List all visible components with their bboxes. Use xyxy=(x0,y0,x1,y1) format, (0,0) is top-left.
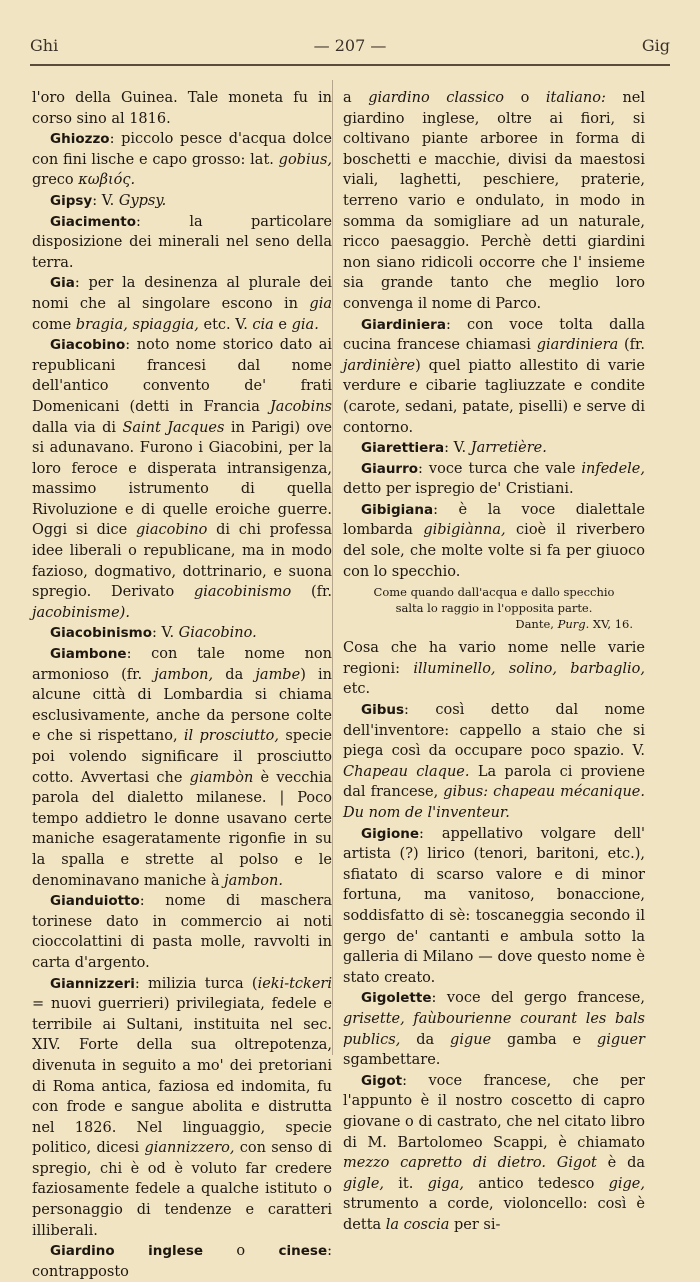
entry-gigione xyxy=(343,824,645,989)
italic-text: giga, xyxy=(427,1175,465,1192)
italic-text: mezzo capretto di dietro. xyxy=(343,1155,546,1172)
entry-gianduiotto xyxy=(32,891,332,973)
entry-ghiozzo xyxy=(32,129,332,191)
italic-text: jacobinisme). xyxy=(32,604,130,621)
body-text: in Parigi) ove si adunavano. Furono i Giacobini, per la loro feroce e disperata intransigenza, massimo istrumento di quella Rivoluzione e di quelle eroiche guerre. Oggi si dice xyxy=(32,419,332,539)
body-text: : V. xyxy=(444,440,471,457)
body-text: nel giardino inglese, oltre ai fiori, si coltivano piante arboree in forma di boschetti e macchie, divisi da maestosi viali, laghetti, peschiere, praterie, terreno vario e ondulato, in modo in somma da somigliare ad un naturale, ricco paesaggio. Perchè detti giardini non siano ridicoli occorre che l' insieme sia grande tanto che meglio loro convenga il nome di Parco. xyxy=(343,90,646,312)
body-text: : è la voce dialettale lombarda xyxy=(343,501,645,539)
italic-text: grisette, faùbourienne courant les bals publics, xyxy=(343,1010,645,1048)
left-column xyxy=(32,88,332,1282)
italic-text: jambon. xyxy=(224,872,283,889)
entry-giacimento xyxy=(32,212,332,274)
italic-text: gigle, xyxy=(343,1175,385,1192)
italic-text: κωβιός. xyxy=(78,172,136,189)
italic-text: Gigot xyxy=(556,1155,597,1172)
body-text: (fr. xyxy=(618,337,645,354)
body-text: specie poi volendo significare il prosciutto cotto. Avvertasi che xyxy=(32,728,332,786)
body-text: : per la desinenza al plurale dei nomi che al singolare escono in xyxy=(32,275,332,312)
entry-giaurro xyxy=(343,459,645,500)
italic-text: il prosciutto, xyxy=(183,728,279,745)
headword: Gigione xyxy=(361,825,420,842)
entry-gipsy xyxy=(32,191,332,212)
body-text: ) in alcune città di Lombardia si chiama esclusivamente, anche da persone colte e che si rispettano, xyxy=(32,666,332,745)
body-text: a xyxy=(343,90,369,106)
entry-gibus xyxy=(343,700,645,824)
body-text: dalla via di xyxy=(32,419,123,436)
headword: Gianduiotto xyxy=(50,893,140,910)
body-text: da xyxy=(213,666,256,683)
body-text: strumento a corde, violoncello: così è detta xyxy=(343,1196,645,1233)
body-text: : piccolo pesce d'acqua dolce con fini lische e capo grosso: lat. xyxy=(32,131,332,168)
body-text: : appellativo volgare dell' artista (?) lirico (tenori, baritoni, etc.), sfiatato di scarso valore e di minor fortuna, ma vanitoso, bonaccione, soddisfatto di sè: toscaneggia secondo il gergo de' cantanti e ambula sotto la galleria di Milano — dove questo nome è stato creato. xyxy=(343,825,645,986)
italic-text: illuminello, solino, barbaglio, xyxy=(413,660,645,677)
body-text: greco xyxy=(32,172,79,189)
italic-text: Saint Jacques xyxy=(122,419,225,436)
italic-text: giambòn xyxy=(189,769,254,786)
body-text: : contrapposto xyxy=(32,1243,333,1280)
italic-text: gobius, xyxy=(278,151,332,168)
italic-text: Chapeau claque. xyxy=(343,763,470,780)
entry-gibigiana xyxy=(343,500,645,582)
entry-giannizzeri xyxy=(32,974,332,1242)
italic-text: gia. xyxy=(291,316,319,333)
quotation-line: Come quando dall'acqua e dallo specchio xyxy=(373,585,615,600)
body-text: : milizia turca ( xyxy=(134,975,258,992)
italic-text: Giacobino. xyxy=(178,625,257,642)
quotation-line: salta lo raggio in l'opposita parte. xyxy=(395,601,593,616)
italic-text: Gypsy. xyxy=(118,192,167,209)
headword: Giannizzeri xyxy=(50,975,135,992)
body-text: da xyxy=(400,1031,451,1048)
headword: Giambone xyxy=(50,646,127,663)
headword: Giacimento xyxy=(50,213,137,230)
body-text: per si- xyxy=(449,1216,501,1233)
headword: Gibigiana xyxy=(361,501,434,518)
body-text: gamba e xyxy=(491,1031,597,1048)
body-text: : la particolare disposizione dei minerali nel seno della terra. xyxy=(32,213,332,271)
entry-gia xyxy=(32,273,332,335)
header-left-guideword: Ghi xyxy=(30,36,59,55)
italic-text: italiano: xyxy=(545,90,606,106)
body-text: : con voce tolta dalla cucina francese chiamasi xyxy=(343,316,645,354)
quotation-source: Dante, Purg. XV, 16. xyxy=(515,617,633,632)
body-text: = nuovi guerrieri) privilegiata, fedele e terribile ai Sultani, instituita nel sec. XIV. Forte della sua oltrepotenza, divenuta in seguito a mo' dei pretoriani di Roma antica, faziosa ed indomita, fu con frode e sangue abolita e distrutta nel 1826. Nel linguaggio, specie politico, dicesi xyxy=(32,996,332,1157)
italic-text: gigue xyxy=(450,1031,492,1048)
body-text: o xyxy=(203,1243,279,1260)
italic-text: jambe xyxy=(255,666,301,683)
entry-gigolette xyxy=(343,988,645,1070)
body-text: sgambettare. xyxy=(343,1052,441,1069)
entry-giambone xyxy=(32,644,332,891)
entry-giardiniera xyxy=(343,315,645,439)
entry-continuation xyxy=(32,88,332,129)
body-text: Cosa che ha vario nome nelle varie regioni: xyxy=(343,640,645,677)
italic-text: jambon, xyxy=(154,666,214,683)
column-divider xyxy=(332,80,333,1055)
italic-text: gibus: chapeau mécanique. Du nom de l'inventeur. xyxy=(343,784,645,821)
headword: Gibus xyxy=(361,702,405,719)
italic-text: giacobinismo xyxy=(193,584,292,601)
italic-text: jardinière xyxy=(343,357,416,374)
italic-text: iеki-tckeri xyxy=(257,975,332,992)
headword: Gigolette xyxy=(361,990,432,1007)
body-text: it. xyxy=(384,1175,428,1192)
page-number: — 207 — xyxy=(313,36,387,55)
headword: Giardiniera xyxy=(361,316,446,333)
entry-gigot xyxy=(343,1071,645,1236)
body-text: : voce del gergo francese, xyxy=(431,990,645,1007)
headword: Ghiozzo xyxy=(50,131,110,148)
body-text: La parola ci proviene dal francese, xyxy=(343,763,645,801)
body-text: : così detto dal nome dell'inventore: cappello a staio che si piega così da occupare poco spazio. V. xyxy=(343,702,645,760)
headword: Giacobino xyxy=(50,337,126,354)
italic-text: giannizzero, xyxy=(144,1140,235,1157)
italic-text: gige, xyxy=(608,1175,645,1192)
entry-giacobinismo xyxy=(32,623,332,644)
body-text: come xyxy=(32,316,76,333)
headword: Gipsy xyxy=(50,192,93,209)
body-text: o xyxy=(504,90,546,106)
header-right-guideword: Gig xyxy=(641,36,670,55)
body-text: etc. xyxy=(343,681,371,698)
headword: Giacobinismo xyxy=(50,625,153,642)
header-rule xyxy=(30,64,670,66)
body-text: : noto nome storico dato ai republicani francesi dal nome dell'antico convento de' frati Domenicani (detti in Francia xyxy=(32,337,332,415)
body-text: di chi professa idee liberali o republicane, ma in modo fazioso, dogmativo, dottrinario, e suona spregio. Derivato xyxy=(32,522,332,601)
italic-text: cia xyxy=(252,316,274,333)
body-text: con senso di spregio, chi è od è voluto far credere faziosamente fedele a qualche istituto o personaggio di tendenze e caratteri illiberali. xyxy=(32,1140,332,1239)
headword: Giardino inglese xyxy=(50,1243,204,1260)
headword: Gigot xyxy=(361,1072,403,1089)
body-text: : voce turca che vale xyxy=(418,460,582,477)
entry-giacobino xyxy=(32,335,332,623)
italic-text: giardiniera xyxy=(536,337,619,354)
entry-continuation xyxy=(343,88,645,315)
italic-text: Jarretière. xyxy=(470,440,547,457)
headword: Giaurro xyxy=(361,460,419,477)
headword: Gia xyxy=(50,275,75,292)
entry-continuation xyxy=(343,638,645,700)
body-text: e xyxy=(273,316,292,333)
quotation-block xyxy=(343,584,645,632)
headword: Giarettiera xyxy=(361,440,445,457)
italic-text: infedele, xyxy=(581,460,645,477)
right-column xyxy=(343,88,645,1235)
body-text: (fr. xyxy=(291,584,332,601)
body-text: ) quel piatto allestito di varie verdure e cibarie tagliuzzate e condite (carote, sedani, patate, piselli) e serve di contorno. xyxy=(343,357,645,436)
entry-giardino-inglese xyxy=(32,1241,332,1282)
italic-text: giguer xyxy=(596,1031,645,1048)
italic-text: Jacobins xyxy=(269,398,332,415)
body-text: l'oro della Guinea. Tale moneta fu in corso sino al 1816. xyxy=(32,90,332,127)
italic-text: bragia, spiaggia, xyxy=(75,316,199,333)
body-text: : con tale nome non armonioso (fr. xyxy=(32,646,332,683)
body-text: etc. V. xyxy=(198,316,253,333)
italic-text: la coscia xyxy=(385,1216,450,1233)
italic-text: gia xyxy=(309,295,332,312)
page-header xyxy=(30,30,670,60)
body-text: : V. xyxy=(92,192,119,209)
body-text: : V. xyxy=(152,625,179,642)
italic-text: gibigiànna, xyxy=(423,522,506,539)
body-text: detto per ispregio de' Cristiani. xyxy=(343,481,574,498)
body-text: è vecchia parola del dialetto milanese. | Poco tempo addietro le donne usavano certe maniche esageratamente rigonfie in su la spalla e strette al polso e le denominavano maniche à xyxy=(32,769,333,889)
italic-text: giacobino xyxy=(135,522,208,539)
body-text: cioè il riverbero del sole, che molte volte si fa per giuoco con lo specchio. xyxy=(343,522,646,580)
body-text: antico tedesco xyxy=(464,1175,609,1192)
headword: cinese xyxy=(278,1243,328,1260)
body-text: : voce francese, che per l'appunto è il nostro coscetto di capro giovane o di castrato, che nel citato libro di M. Bartolomeo Scappi, è chiamato xyxy=(343,1072,645,1151)
italic-text: giardino classico xyxy=(368,90,505,106)
body-text: : nome di maschera torinese dato in commercio ai noti cioccolattini di pasta molle, ravvolti in carta d'argento. xyxy=(32,893,332,971)
body-text: è da xyxy=(596,1155,645,1172)
entry-giarettiera xyxy=(343,438,645,459)
